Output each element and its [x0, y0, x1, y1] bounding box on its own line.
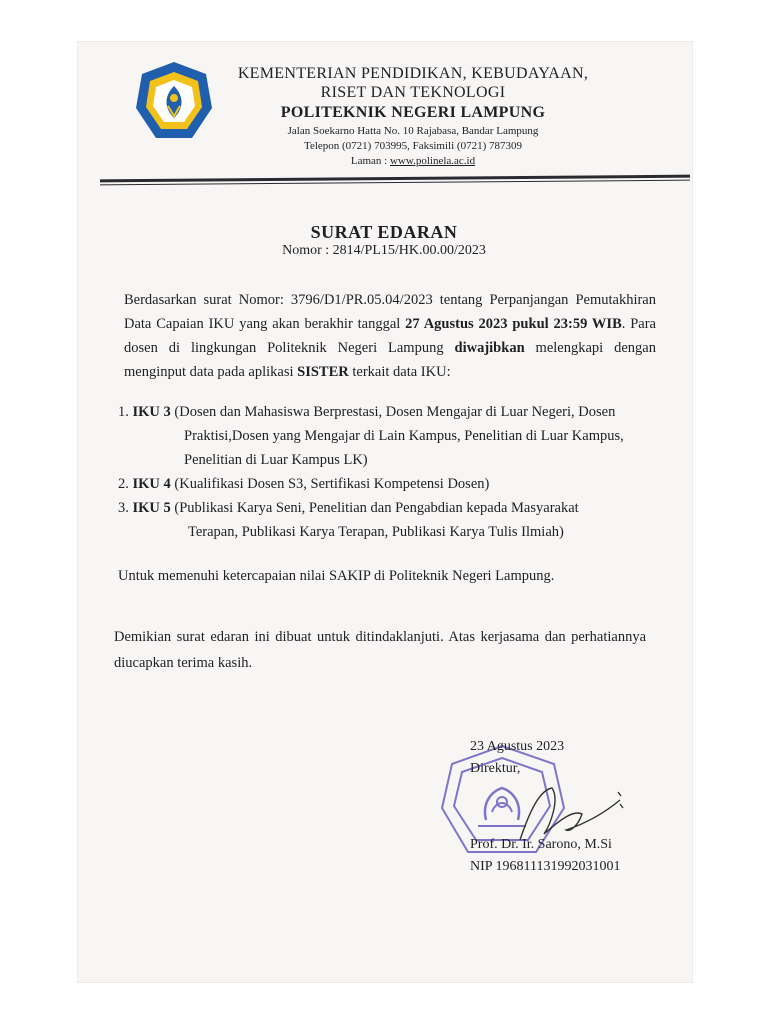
- purpose-line: Untuk memenuhi ketercapaian nilai SAKIP di Politeknik Negeri Lampung.: [118, 568, 555, 584]
- deadline: 27 Agustus 2023 pukul 23:59 WIB: [405, 316, 622, 332]
- body-text-a: Berdasarkan surat Nomor: 3796/D1/PR.05.04/2023 tentang Perpanjangan Pemutakhiran Data Capaian IKU yang akan berakhir tanggal: [124, 292, 656, 332]
- body-text-c: melengkapi dengan menginput data pada aplikasi: [124, 340, 656, 380]
- signer-name: Prof. Dr. Ir. Sarono, M.Si: [470, 837, 612, 852]
- list-label: IKU 3: [132, 404, 171, 420]
- list-item: [118, 472, 658, 496]
- list-text-cont: Terapan, Publikasi Karya Terapan, Publikasi Karya Tulis Ilmiah): [188, 524, 564, 540]
- website-link[interactable]: www.polinela.ac.id: [389, 154, 476, 167]
- list-number: 1.: [118, 404, 133, 420]
- list-item: [118, 496, 658, 544]
- institution-name: POLITEKNIK NEGERI LAMPUNG: [280, 104, 546, 122]
- body-text-d: terkait data IKU:: [348, 364, 451, 380]
- phone: Telepon (0721) 703995, Faksimili (0721) 787309: [304, 139, 522, 152]
- closing-paragraph: Demikian surat edaran ini dibuat untuk ditindaklanjuti. Atas kerjasama dan perhatiannya diucapkan terima kasih.: [114, 629, 646, 671]
- signature-block: [470, 736, 670, 878]
- app-name: SISTER: [297, 364, 349, 380]
- signer-nip: NIP 196811131992031001: [470, 859, 621, 874]
- title-heading: SURAT EDARAN: [310, 222, 458, 242]
- document-number: Nomor : 2814/PL15/HK.00.00/2023: [282, 243, 486, 258]
- list-number: 2.: [118, 476, 133, 492]
- list-label: IKU 4: [132, 476, 171, 492]
- iku-list: [118, 400, 658, 544]
- letterhead: [230, 64, 596, 168]
- obligation: diwajibkan: [454, 340, 525, 356]
- list-number: 3.: [118, 500, 133, 516]
- polinela-logo: [134, 60, 214, 144]
- document-title: [0, 222, 768, 259]
- list-text-cont: Praktisi,Dosen yang Mengajar di Lain Kampus, Penelitian di Luar Kampus, Penelitian di Luar Kampus LK): [184, 428, 624, 468]
- address: Jalan Soekarno Hatta No. 10 Rajabasa, Bandar Lampung: [287, 124, 539, 137]
- ministry-line-2: RISET DAN TEKNOLOGI: [320, 84, 506, 102]
- body-paragraph: [124, 288, 656, 384]
- sign-position: Direktur,: [470, 761, 521, 776]
- list-text: (Dosen dan Mahasiswa Berprestasi, Dosen Mengajar di Luar Negeri, Dosen: [170, 404, 616, 420]
- body-text-b: . Para dosen di lingkungan Politeknik Negeri Lampung: [124, 316, 656, 356]
- website-prefix: Laman :: [350, 154, 390, 167]
- ministry-line-1: KEMENTERIAN PENDIDIKAN, KEBUDAYAAN,: [237, 65, 589, 82]
- sign-date: 23 Agustus 2023: [470, 739, 565, 754]
- list-label: IKU 5: [132, 500, 171, 516]
- list-item: [118, 400, 658, 472]
- website: [230, 155, 596, 168]
- list-text: (Kualifikasi Dosen S3, Sertifikasi Kompetensi Dosen): [170, 476, 490, 492]
- list-text: (Publikasi Karya Seni, Penelitian dan Pengabdian kepada Masyarakat: [170, 500, 579, 516]
